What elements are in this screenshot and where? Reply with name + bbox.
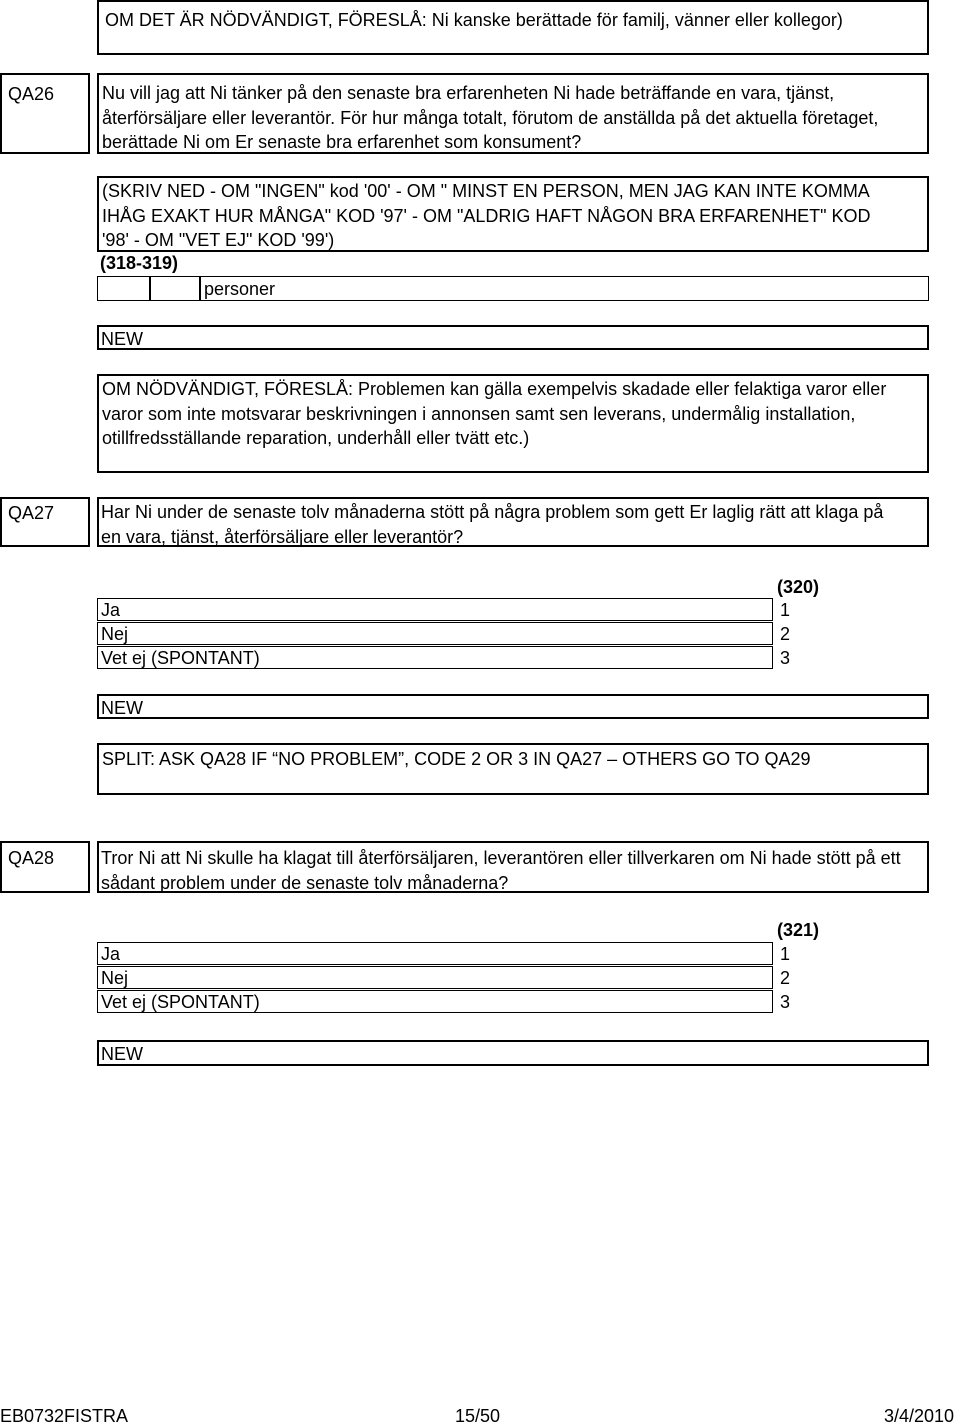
- qa26-digit-2[interactable]: [149, 276, 201, 301]
- qa26-new-box: [97, 325, 929, 350]
- qa27-option-vet-ej[interactable]: [97, 646, 773, 669]
- qa27-id-box: [0, 497, 90, 547]
- option-code: 2: [780, 968, 791, 988]
- qa27-column: (320): [777, 577, 820, 597]
- qa27-new-box: [97, 694, 929, 719]
- footer-doc-id: EB0732FISTRA: [0, 1406, 129, 1426]
- option-code: 1: [780, 600, 791, 620]
- option-label: Ja: [101, 600, 121, 620]
- footer-page-number: 15/50: [455, 1406, 501, 1426]
- qa28-question: Tror Ni att Ni skulle ha klagat till återförsäljaren, leverantören eller tillverkaren om Ni hade stött på ett sådant problem under de senaste tolv månaderna?: [101, 848, 901, 893]
- footer-date: 3/4/2010: [884, 1406, 955, 1426]
- qa27-split: SPLIT: ASK QA28 IF “NO PROBLEM”, CODE 2 OR 3 IN QA27 – OTHERS GO TO QA29: [102, 749, 811, 769]
- qa28-id: QA28: [8, 848, 55, 868]
- qa27-question-box: [97, 497, 929, 547]
- option-label: Vet ej (SPONTANT): [101, 648, 260, 668]
- qa26-question: Nu vill jag att Ni tänker på den senaste bra erfarenheten Ni hade beträffande en vara, tjänst, återförsäljare eller leverantör. För hur många totalt, förutom de anställda på det aktuella företaget, berättade Ni om Er senaste bra erfarenhet som konsument?: [102, 83, 879, 152]
- qa26-id-box: [0, 73, 90, 154]
- qa28-id-box: [0, 841, 90, 893]
- qa26-id: QA26: [8, 84, 55, 104]
- qa28-new-box: [97, 1040, 929, 1066]
- qa26-question-box: [97, 73, 929, 154]
- qa28-option-nej[interactable]: [97, 966, 773, 989]
- qa27-split-box: [97, 743, 929, 795]
- qa26-new-label: NEW: [101, 329, 143, 349]
- option-code: 1: [780, 944, 791, 964]
- option-code: 3: [780, 648, 791, 668]
- qa27-option-ja[interactable]: [97, 598, 773, 621]
- qa26-suggestion-box: [97, 374, 929, 473]
- option-label: Nej: [101, 968, 129, 988]
- qa26-suggestion: OM NÖDVÄNDIGT, FÖRESLÅ: Problemen kan gälla exempelvis skadade eller felaktiga varor eller varor som inte motsvarar beskrivningen i annonsen samt sen leverans, undermålig installation, otillfredsställande reparation, underhåll eller tvätt etc.): [102, 379, 887, 448]
- qa28-option-ja[interactable]: [97, 942, 773, 965]
- qa27-option-nej[interactable]: [97, 622, 773, 645]
- option-code: 2: [780, 624, 791, 644]
- option-label: Nej: [101, 624, 129, 644]
- option-label: Vet ej (SPONTANT): [101, 992, 260, 1012]
- qa26-columns: (318-319): [100, 253, 179, 273]
- option-code: 3: [780, 992, 791, 1012]
- qa28-question-box: [97, 841, 929, 893]
- qa28-new-label: NEW: [101, 1044, 143, 1064]
- qa26-instruction-box: [97, 176, 929, 252]
- qa26-digit-1[interactable]: [97, 276, 151, 301]
- qa27-question: Har Ni under de senaste tolv månaderna stött på några problem som gett Er laglig rätt att klaga på en vara, tjänst, återförsäljare eller leverantör?: [101, 502, 884, 547]
- qa28-option-vet-ej[interactable]: [97, 990, 773, 1013]
- qa28-column: (321): [777, 920, 820, 940]
- qa26-instruction: (SKRIV NED - OM "INGEN" kod '00' - OM " MINST EN PERSON, MEN JAG KAN INTE KOMMA IHÅG EXAKT HUR MÅNGA" KOD '97' - OM "ALDRIG HAFT NÅGON BRA ERFARENHET" KOD '98' - OM "VET EJ" KOD '99'): [102, 181, 871, 250]
- qa27-id: QA27: [8, 503, 55, 523]
- qa26-unit-label: personer: [204, 279, 276, 299]
- intro-instruction-text: OM DET ÄR NÖDVÄNDIGT, FÖRESLÅ: Ni kanske berättade för familj, vänner eller kollegor): [105, 10, 843, 30]
- option-label: Ja: [101, 944, 121, 964]
- qa27-new-label: NEW: [101, 698, 143, 718]
- qa26-unit-cell: [199, 276, 929, 301]
- intro-instruction-box: [97, 0, 929, 55]
